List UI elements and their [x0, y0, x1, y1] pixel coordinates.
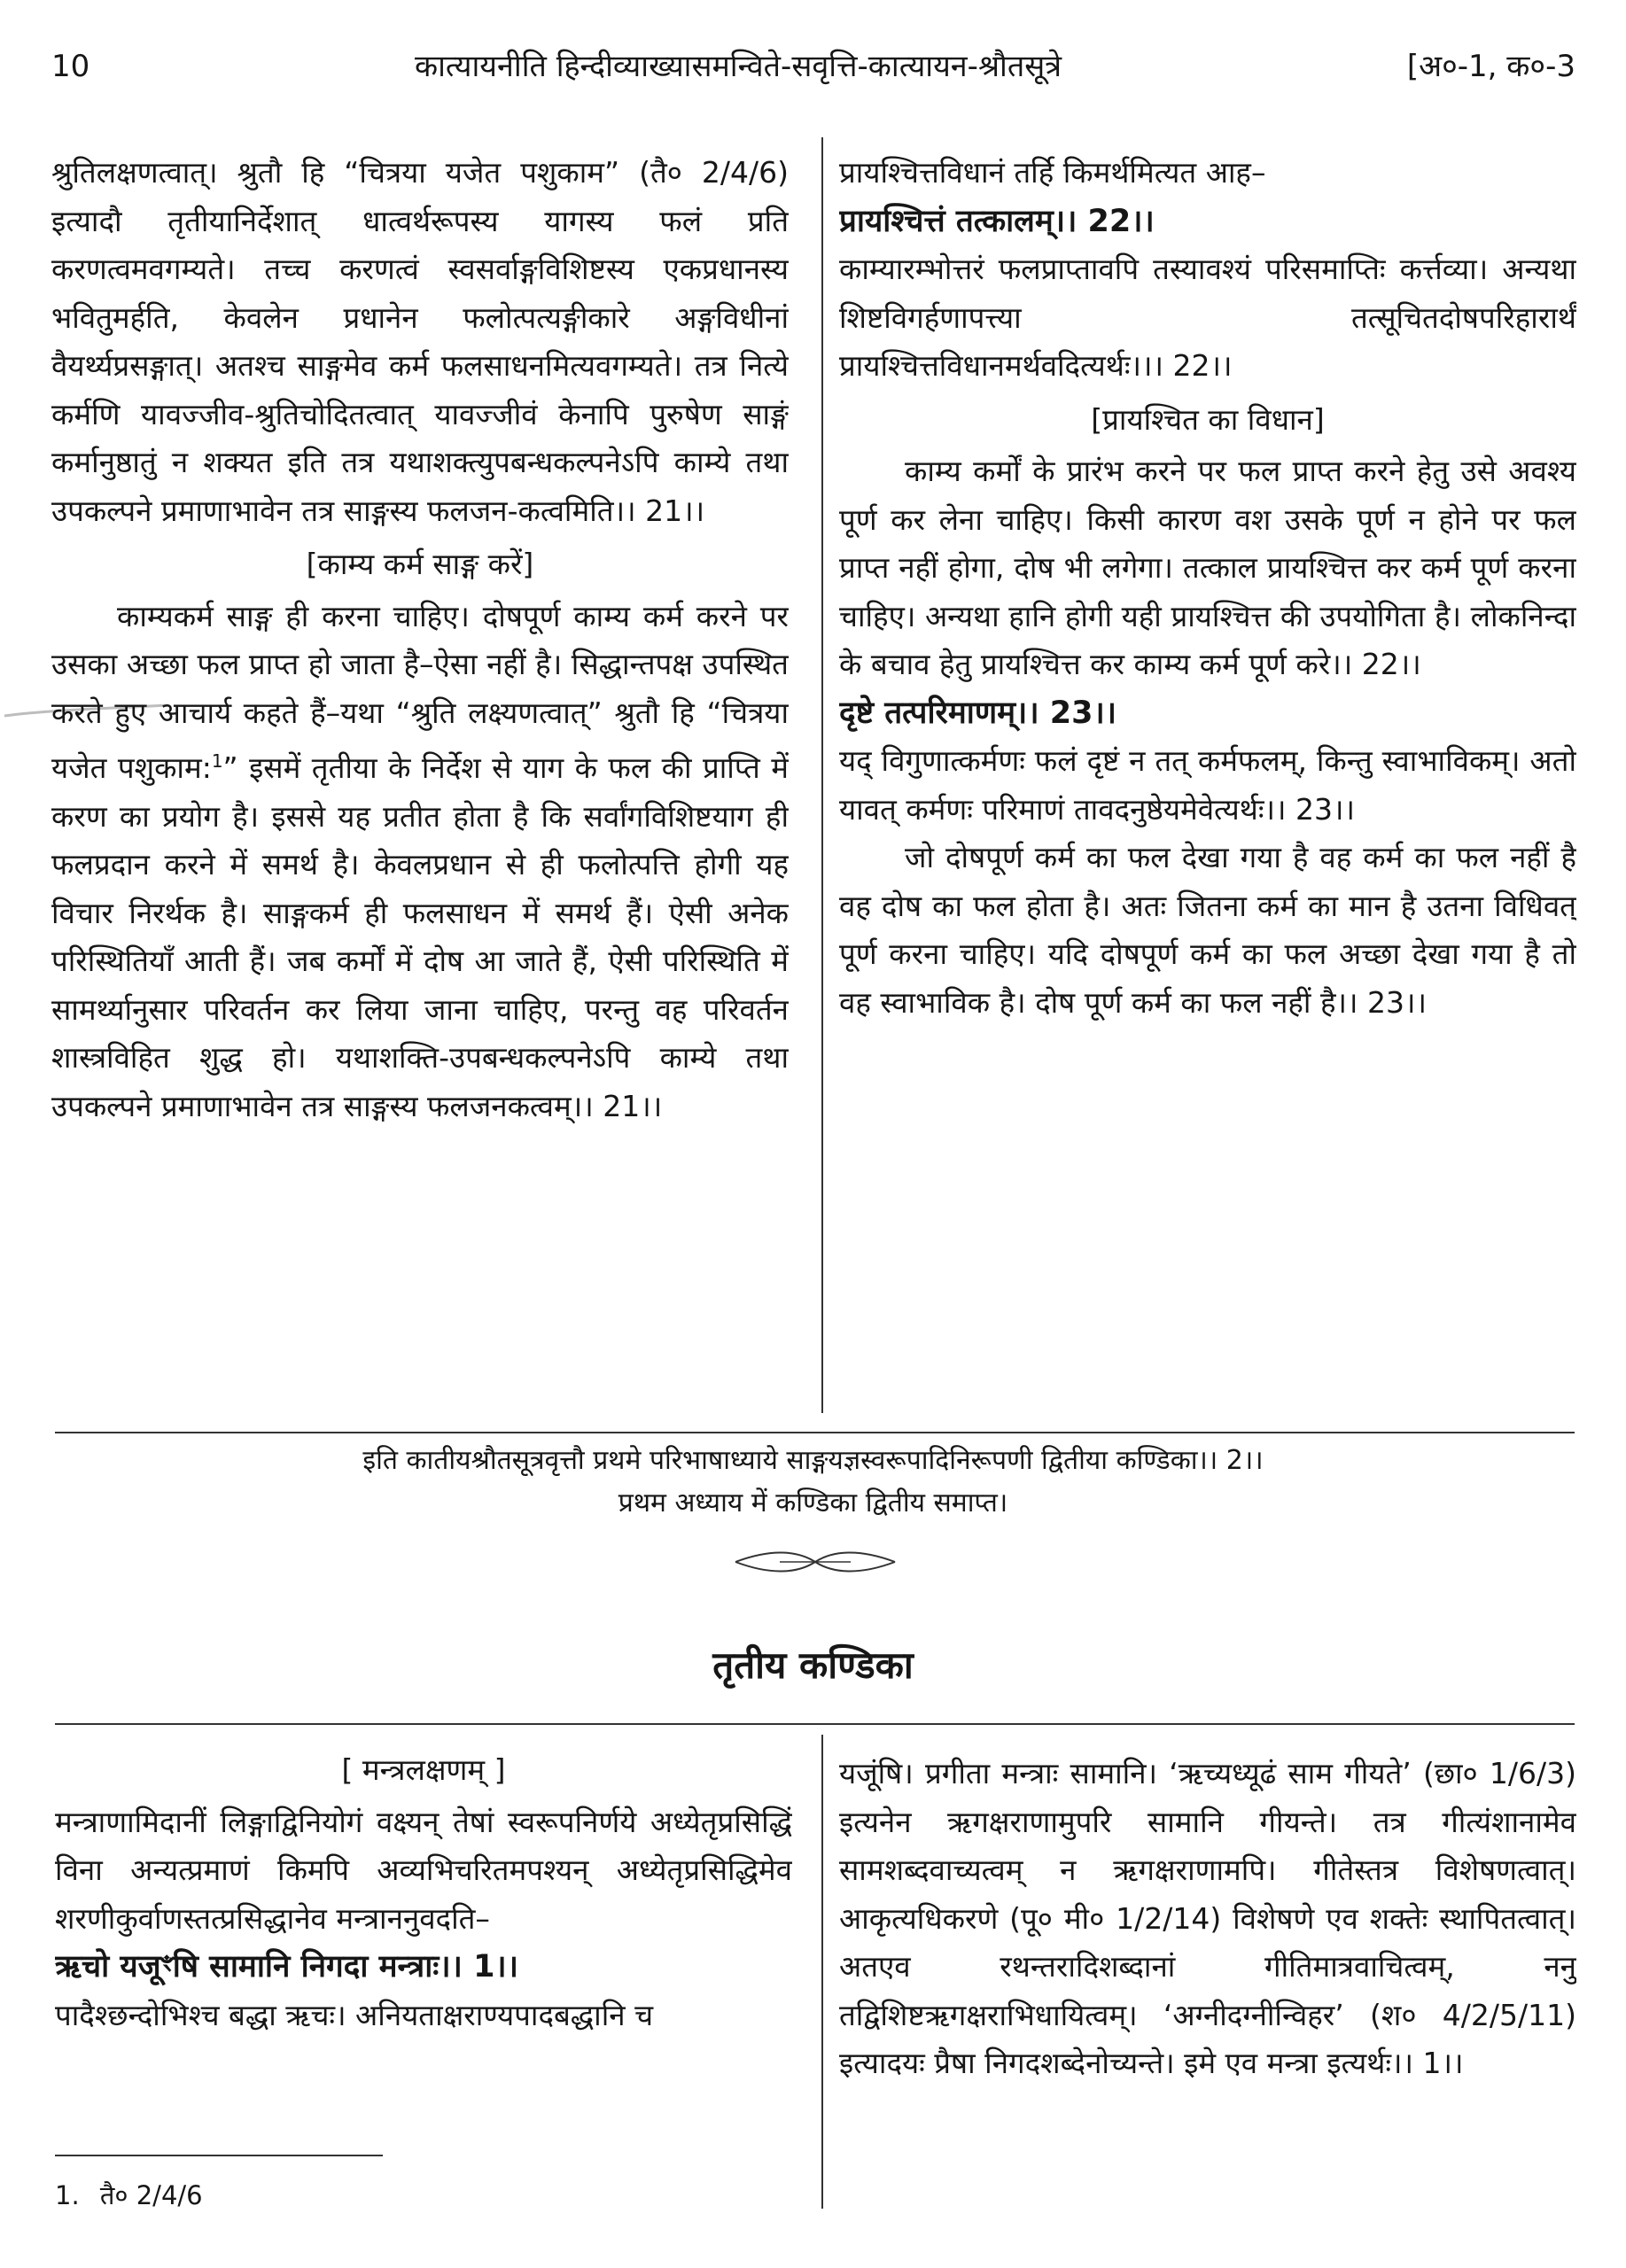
commentary-22: काम्यारम्भोत्तरं फलप्राप्तावपि तस्यावश्यं परिसमाप्तिः कर्त्तव्या। अन्यथा शिष्टविगर्हणापत्त्या तत्सूचितदोषपरिहारार्थं प्रायश्चित्तविधानमर्थवदित्यर्थः।।। 22।। — [839, 252, 1576, 383]
hindi-explanation-23: जो दोषपूर्ण कर्म का फल देखा गया है वह कर्म का फल नहीं है वह दोष का फल होता है। अतः जितना कर्म का मान है उतना विधिवत् पूर्ण करना चाहिए। यदि दोषपूर्ण कर्म का फल अच्छा देखा गया है तो वह स्वाभाविक है। दोष पूर्ण कर्म का फल नहीं है।। 23।। — [839, 840, 1576, 1020]
section-divider — [55, 1432, 1575, 1433]
section-heading: [प्रायश्चित का विधान] — [1091, 401, 1325, 437]
commentary-1-cont: यजूंषि। प्रगीता मन्त्राः सामानि। ‘ऋच्यध्यूढं साम गीयते’ (छा० 1/6/3) इत्यनेन ऋगक्षराणामुपरि सामानि गीयन्ते। तत्र गीत्यंशानामेव सामशब्दवाच्यत्वम् न ऋगक्षराणामपि। गीतेस्तत्र विशेषणत्वात्। आकृत्यधिकरणे (पू० मी० 1/2/14) विशेषणे एव शक्तेः स्थापितत्वात्। अतएव रथन्तरादिशब्दानां गीतिमात्रवाचित्वम्, ननु तद्विशिष्टऋगक्षराभिधायित्वम्। ‘अग्नीदग्नीन्विहर’ (श० 4/2/5/11) इत्यादयः प्रैषा निगदशब्देनोच्यन्ते। इमे एव मन्त्रा इत्यर्थः।। 1।। — [839, 1756, 1576, 2080]
intro-line: प्रायश्चित्तविधानं तर्हि किमर्थमित्यत आह– — [839, 155, 1266, 190]
colophon-hindi: प्रथम अध्याय में कण्डिका द्वितीय समाप्त। — [618, 1487, 1008, 1518]
sutra-23: दृष्टे तत्परिमाणम्।। 23।। — [839, 695, 1117, 731]
hindi-explanation-21: काम्यकर्म साङ्ग ही करना चाहिए। दोषपूर्ण काम्य कर्म करने पर उसका अच्छा फल प्राप्त हो जाता है–ऐसा नहीं है। सिद्धान्तपक्ष उपस्थित करते हुए आचार्य कहते हैं–यथा “श्रुति लक्ष्यणत्वात्” श्रुतौ हि “चित्रया यजेत पशुकाम:$^1$” इसमें तृतीया के निर्देश से याग के फल की प्राप्ति में करण का प्रयोग है। इससे यह प्रतीत होता है कि सर्वांगविशिष्टयाग ही फलप्रदान करने में समर्थ है। केवलप्रधान से ही फलोत्पत्ति होगी यह विचार निरर्थक है। साङ्गकर्म ही फलसाधन में समर्थ हैं। ऐसी अनेक परिस्थितियाँ आती हैं। जब कर्मों में दोष आ जाते हैं, ऐसी परिस्थिति में सामर्थ्यानुसार परिवर्तन कर लिया जाना चाहिए, परन्तु वह परिवर्तन शास्त्रविहित शुद्ध हो। यथाशक्ति-उपबन्धकल्पनेऽपि काम्ये तथा उपकल्पने प्रमाणाभावेन तत्र साङ्गस्य फलजनकत्वम्।। 21।। — [51, 598, 789, 1123]
footnote-text: तै० 2/4/6 — [99, 2180, 203, 2210]
commentary-1: पादैश्छन्दोभिश्च बद्धा ऋचः। अनियताक्षराण्यपादबद्धानि च — [55, 1997, 654, 2032]
running-header — [51, 35, 1575, 97]
ornament-divider — [727, 1540, 904, 1584]
left-column — [51, 149, 789, 1407]
hindi-explanation-22: काम्य कर्मों के प्रारंभ करने पर फल प्राप्त करने हेतु उसे अवश्य पूर्ण कर लेना चाहिए। किसी कारण वश उसके पूर्ण न होने पर फल प्राप्त नहीं होगा, दोष भी लगेगा। तत्काल प्रायश्चित्त कर कर्म पूर्ण करना चाहिए। अन्यथा हानि होगी यही प्रायश्चित्त की उपयोगिता है। लोकनिन्दा के बचाव हेतु प्रायश्चित्त कर काम्य कर्म पूर्ण करे।। 22।। — [839, 454, 1576, 681]
section-title: तृतीय कण्डिका — [712, 1643, 914, 1687]
footnote — [55, 2178, 203, 2212]
commentary-23: यद् विगुणात्कर्मणः फलं दृष्टं न तत् कर्मफलम्, किन्तु स्वाभाविकम्। अतो यावत् कर्मणः परिमाणं तावदनुष्ठेयमेवेत्यर्थः।। 23।। — [839, 743, 1576, 827]
page-number: 10 — [51, 49, 90, 84]
colophon-sanskrit: इति कातीयश्रौतसूत्रवृत्तौ प्रथमे परिभाषाध्याये साङ्गयज्ञस्वरूपादिनिरूपणी द्वितीया कण्डिका।। 2।। — [362, 1445, 1264, 1476]
section-divider — [55, 1723, 1575, 1725]
footnote-marker: 1 — [211, 750, 223, 772]
column-divider — [821, 137, 823, 1413]
colophon — [53, 1440, 1573, 1525]
chapter-reference: [अ०-1, क०-3 — [1406, 49, 1575, 84]
lower-left-column — [55, 1741, 792, 2113]
sutra-22: प्रायश्चित्तं तत्कालम्।। 22।। — [839, 203, 1155, 239]
book-title: कात्यायनीति हिन्दीव्याख्यासमन्विते-सवृत्ति-कात्यायन-श्रौतसूत्रे — [415, 49, 1062, 84]
commentary-21: श्रुतिलक्षणत्वात्। श्रुतौ हि “चित्रया यजेत पशुकाम” (तै० 2/4/6) इत्यादौ तृतीयानिर्देशात् धात्वर्थरूपस्य यागस्य फलं प्रति करणत्वमवगम्यते। तच्च करणत्वं स्वसर्वाङ्गविशिष्टस्य एकप्रधानस्य भवितुमर्हति, केवलेन प्रधानेन फलोत्पत्यङ्गीकारे अङ्गविधीनां वैयर्थ्यप्रसङ्गात्। अतश्च साङ्गमेव कर्म फलसाधनमित्यवगम्यते। तत्र नित्ये कर्मणि यावज्जीव-श्रुतिचोदितत्वात् यावज्जीवं केनापि पुरुषेण साङ्गं कर्मानुष्ठातुं न शक्यत इति तत्र यथाशक्त्युपबन्धकल्पनेऽपि काम्ये तथा उपकल्पने प्रमाणाभावेन तत्र साङ्गस्य फलजन-कत्वमिति।। 21।। — [51, 155, 789, 528]
section-heading: [ मन्त्रलक्षणम् ] — [341, 1752, 506, 1787]
footnote-number: 1. — [55, 2180, 80, 2210]
lower-right-column — [839, 1750, 1576, 2202]
column-divider — [821, 1735, 823, 2209]
right-column — [839, 149, 1576, 1407]
sutra-1: ऋचो यजूꣳषि सामानि निगदा मन्त्राः।। 1।। — [55, 1949, 518, 1984]
section-heading: [काम्य कर्म साङ्ग करें] — [306, 547, 534, 581]
commentary-intro: मन्त्राणामिदानीं लिङ्गाद्विनियोगं वक्ष्यन् तेषां स्वरूपनिर्णये अध्येतृप्रसिद्धिं विना अन्यत्प्रमाणं किमपि अव्यभिचरितमपश्यन् अध्येतृप्रसिद्धिमेव शरणीकुर्वाणस्तत्प्रसिद्धानेव मन्त्राननुवदति– — [55, 1804, 792, 1936]
footnote-rule — [55, 2155, 383, 2156]
